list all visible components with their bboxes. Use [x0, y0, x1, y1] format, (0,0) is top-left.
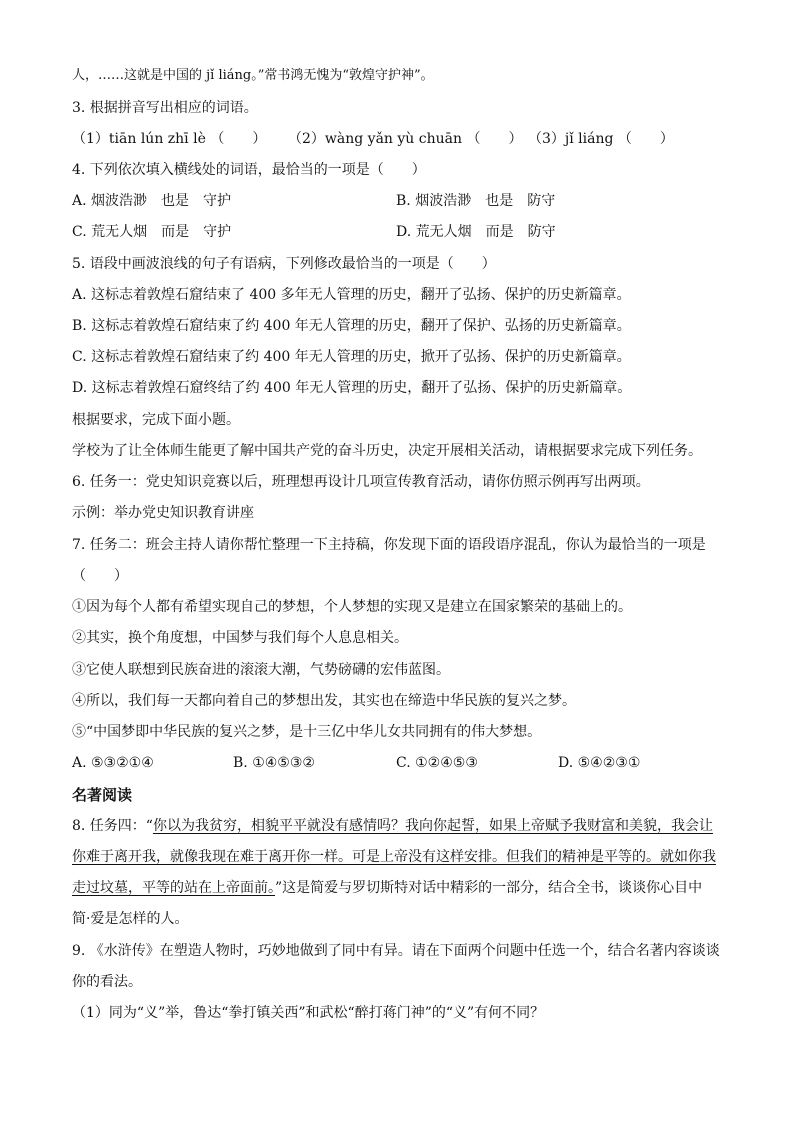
activity-context: 学校为了让全体师生能更了解中国共产党的奋斗历史，决定开展相关活动，请根据要求完成下列任务。	[72, 443, 702, 459]
passage-closing-line: 人，……这就是中国的 jǐ liáng。”常书鸿无愧为“敦煌守护神”。	[72, 68, 434, 83]
q5-stem: 5. 语段中画波浪线的句子有语病，下列修改最恰当的一项是（ ）	[72, 256, 496, 272]
q5-option-d: D. 这标志着敦煌石窟终结了约 400 年无人管理的历史，翻开了弘扬、保护的历史新篇章。	[72, 380, 632, 396]
q3-item-3: （3）jǐ liáng （ ）	[528, 131, 674, 147]
q4-option-a: A. 烟波浩渺 也是 守护	[72, 193, 232, 209]
q7-sentence-1: ①因为每个人都有希望实现自己的梦想，个人梦想的实现又是建立在国家繁荣的基础上的。	[72, 599, 632, 615]
q7-sentence-4: ④所以，我们每一天都向着自己的梦想出发，其实也在缔造中华民族的复兴之梦。	[72, 693, 576, 709]
q3-item-1: （1）tiān lún zhī lè （ ）	[72, 131, 267, 147]
q9-line-1: 9. 《水浒传》在塑造人物时，巧妙地做到了同中有异。请在下面两个问题中任选一个，结合名著内容谈谈	[72, 943, 720, 959]
q9-line-2: 你的看法。	[72, 974, 142, 990]
q7-sentence-5: ⑤“中国梦即中华民族的复兴之梦，是十三亿中华儿女共同拥有的伟大梦想。	[72, 724, 542, 740]
q5-option-a: A. 这标志着敦煌石窟结束了 400 多年无人管理的历史，翻开了弘扬、保护的历史新篇章。	[72, 287, 631, 303]
section-title: 名著阅读	[72, 786, 133, 804]
q7-stem: 7. 任务二：班会主持人请你帮忙整理一下主持稿，你发现下面的语段语序混乱，你认为最恰当的一项是	[72, 537, 706, 553]
q7-sentence-2: ②其实，换个角度想，中国梦与我们每个人息息相关。	[72, 630, 408, 646]
q6-example: 示例：举办党史知识教育讲座	[72, 505, 254, 521]
q8-line-2	[72, 847, 716, 867]
q8-lead: 8. 任务四：“	[72, 818, 153, 834]
q8-quote-part-3: 走过坟墓，平等的站在上帝面前。	[72, 880, 275, 896]
q8-quote-part-2: 你难于离开我，就像我现在难于离开你一样。可是上帝没有这样安排。但我们的精神是平等的。就如你我	[72, 849, 716, 865]
instructions: 根据要求，完成下面小题。	[72, 412, 240, 428]
q8-line-1	[72, 816, 713, 836]
q4-option-d: D. 荒无人烟 而是 防守	[396, 224, 556, 240]
q6-stem: 6. 任务一：党史知识竞赛以后，班理想再设计几项宣传教育活动，请你仿照示例再写出两项。	[72, 474, 650, 490]
q7-option-c: C. ①②④⑤③	[396, 755, 478, 771]
q4-option-c: C. 荒无人烟 而是 守护	[72, 224, 232, 240]
q8-quote-part-1: 你以为我贫穷，相貌平平就没有感情吗？我向你起誓，如果上帝赋予我财富和美貌，我会让	[152, 818, 713, 834]
q8-line-3	[72, 878, 702, 898]
q5-option-b: B. 这标志着敦煌石窟结束了约 400 年无人管理的历史，翻开了保护、弘扬的历史新篇章。	[72, 318, 631, 334]
q9-sub-question-1: （1）同为“义”举，鲁达“拳打镇关西”和武松“醉打蒋门神”的“义”有何不同？	[72, 1005, 545, 1021]
q8-tail: ”这是简爱与罗切斯特对话中精彩的一部分，结合全书，谈谈你心目中	[275, 880, 703, 896]
q8-line-4: 简·爱是怎样的人。	[72, 911, 189, 927]
q4-option-b: B. 烟波浩渺 也是 防守	[396, 193, 556, 209]
q7-option-d: D. ⑤④②③①	[558, 755, 641, 771]
q3-stem: 3. 根据拼音写出相应的词语。	[72, 100, 258, 116]
q7-option-b: B. ①④⑤③②	[233, 755, 315, 771]
q4-stem: 4. 下列依次填入横线处的词语，最恰当的一项是（ ）	[72, 162, 426, 178]
q5-option-c: C. 这标志着敦煌石窟结束了约 400 年无人管理的历史，掀开了弘扬、保护的历史新篇章。	[72, 349, 631, 365]
q7-sentence-3: ③它使人联想到民族奋进的滚滚大潮，气势磅礴的宏伟蓝图。	[72, 662, 450, 678]
q7-answer-paren: （ ）	[72, 568, 128, 584]
q3-item-2: （2）wàng yǎn yù chuān （ ）	[288, 131, 523, 147]
q7-option-a: A. ⑤③②①④	[72, 755, 154, 771]
